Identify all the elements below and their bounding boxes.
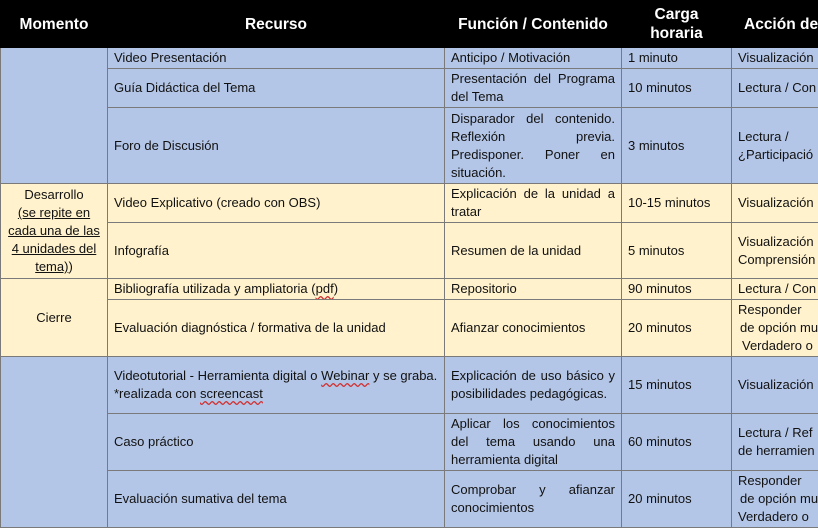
carga-cell: 90 minutos [622,279,732,300]
accion-line: Visualización [738,234,814,249]
momento-cell-cierre: Cierre [1,279,108,357]
header-row [1,1,818,48]
momento-cell-final [1,357,108,528]
table-row [1,184,818,223]
carga-cell: 10-15 minutos [622,184,732,223]
accion-line: Verdadero o [738,338,813,353]
table-row [1,471,818,528]
carga-cell: 1 minuto [622,48,732,69]
recurso-cell: Guía Didáctica del Tema [108,69,445,108]
accion-line: Lectura / Con [738,80,816,95]
momento-cell-inicio [1,48,108,184]
header-recurso: Recurso [108,1,445,48]
accion-line: Visualización [738,377,814,392]
funcion-cell: Resumen de la unidad [445,223,622,279]
accion-line: Responder [738,302,802,317]
carga-cell: 3 minutos [622,108,732,184]
header-momento: Momento [1,1,108,48]
momento-desarrollo-note: (se repite en cada una de las 4 unidades del tema) [8,205,100,274]
funcion-cell: Afianzar conocimientos [445,300,622,357]
table-row [1,48,818,69]
accion-cell [732,108,818,184]
accion-cell [732,48,818,69]
momento-cell-desarrollo: Desarrollo (se repite en cada una de las 4 unidades del tema)) [1,184,108,279]
header-carga-line2: horaria [650,25,703,42]
recurso-cell: Foro de Discusión [108,108,445,184]
carga-cell: 20 minutos [622,300,732,357]
momento-desarrollo-title: Desarrollo [24,187,83,202]
funcion-cell: Aplicar los conocimientos del tema usando una herramienta digital [445,414,622,471]
accion-line: Responder [738,473,802,488]
header-carga [622,1,732,48]
table-row [1,69,818,108]
accion-line: Comprensión [738,252,815,267]
accion-cell [732,184,818,223]
funcion-cell: Explicación de uso básico y posibilidades pedagógicas. [445,357,622,414]
table-row [1,300,818,357]
accion-cell [732,279,818,300]
funcion-cell: Comprobar y afianzar conocimientos [445,471,622,528]
carga-cell: 15 minutos [622,357,732,414]
accion-line: ¿Participació [738,147,813,162]
table-row [1,357,818,414]
header-funcion: Función / Contenido [445,1,622,48]
accion-line: Lectura / [738,129,789,144]
recurso-cell: Evaluación diagnóstica / formativa de la unidad [108,300,445,357]
funcion-cell: Disparador del contenido. Reflexión previa. Predisponer. Poner en situación. [445,108,622,184]
recurso-cell: Video Explicativo (creado con OBS) [108,184,445,223]
table-row [1,108,818,184]
carga-cell: 20 minutos [622,471,732,528]
table-row [1,414,818,471]
carga-cell: 60 minutos [622,414,732,471]
recurso-cell: Evaluación sumativa del tema [108,471,445,528]
header-carga-line1: Carga [655,6,699,23]
recurso-cell: Bibliografía utilizada y ampliatoria (pdf) [108,279,445,300]
accion-line: Verdadero o [738,509,809,524]
accion-cell [732,357,818,414]
funcion-cell: Explicación de la unidad a tratar [445,184,622,223]
accion-line: Visualización [738,195,814,210]
carga-cell: 10 minutos [622,69,732,108]
recurso-cell: Video Presentación [108,48,445,69]
accion-line: Lectura / Ref [738,425,812,440]
table-row [1,223,818,279]
accion-cell [732,300,818,357]
accion-line: de opción mu [738,491,818,506]
accion-line: de opción mu [738,320,818,335]
accion-line: Visualización [738,50,814,65]
recurso-cell: Caso práctico [108,414,445,471]
accion-cell [732,223,818,279]
carga-cell: 5 minutos [622,223,732,279]
accion-cell [732,414,818,471]
accion-cell [732,69,818,108]
accion-line: de herramien [738,443,815,458]
accion-cell [732,471,818,528]
header-accion: Acción de [732,1,818,48]
recurso-cell: Videotutorial - Herramienta digital o Webinar y se graba. *realizada con screencast [108,357,445,414]
recurso-cell: Infografía [108,223,445,279]
funcion-cell: Repositorio [445,279,622,300]
funcion-cell: Anticipo / Motivación [445,48,622,69]
accion-line: Lectura / Con [738,281,816,296]
table-row [1,279,818,300]
funcion-cell: Presentación del Programa del Tema [445,69,622,108]
